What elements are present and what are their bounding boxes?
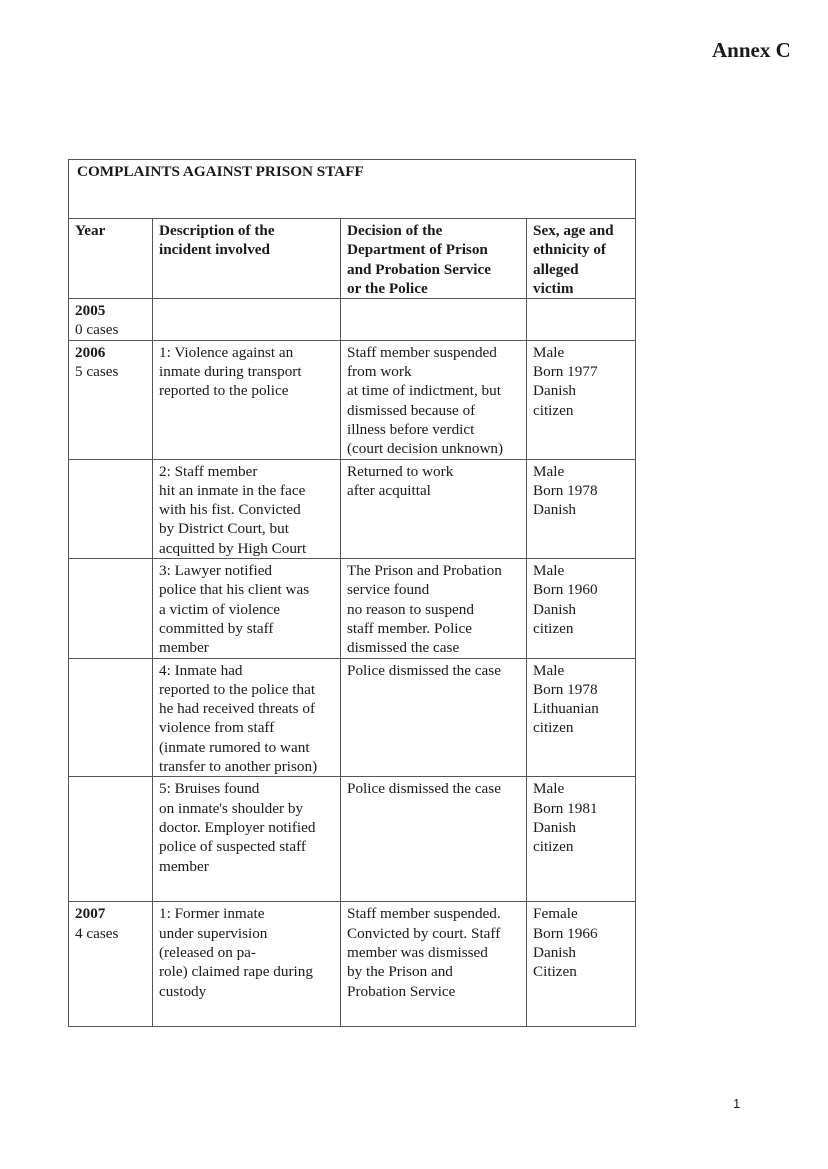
victim-cell: Male Born 1978 Danish <box>527 459 636 558</box>
victim-cell: Male Born 1960 Danish citizen <box>527 559 636 658</box>
year-value: 2005 <box>75 302 106 320</box>
description-cell: 3: Lawyer notified police that his client was a victim of violence committed by staff member <box>153 559 341 658</box>
table-title-row <box>69 160 636 219</box>
header-description: Description of the incident involved <box>153 219 341 299</box>
complaints-table <box>68 159 636 1027</box>
header-decision: Decision of the Department of Prison and Probation Service or the Police <box>341 219 527 299</box>
page-number: 1 <box>733 1096 741 1111</box>
description-cell <box>153 299 341 341</box>
case-count: 4 cases <box>75 924 119 942</box>
victim-cell <box>527 299 636 341</box>
table-header-row <box>69 219 636 299</box>
table-row <box>69 658 636 777</box>
victim-cell: Male Born 1977 Danish citizen <box>527 340 636 459</box>
annex-label: Annex C <box>712 38 791 62</box>
description-cell: 4: Inmate had reported to the police that he had received threats of violence from staff (inmate rumored to want transfer to another prison) <box>153 658 341 777</box>
year-cell <box>69 559 153 658</box>
decision-cell: Police dismissed the case <box>341 777 527 902</box>
table-row <box>69 777 636 902</box>
decision-cell: Staff member suspended from work at time of indictment, but dismissed because of illness before verdict (court decision unknown) <box>341 340 527 459</box>
year-cell <box>69 777 153 902</box>
victim-cell: Male Born 1981 Danish citizen <box>527 777 636 902</box>
victim-cell: Male Born 1978 Lithuanian citizen <box>527 658 636 777</box>
description-cell: 2: Staff member hit an inmate in the face with his fist. Convicted by District Court, but acquitted by High Court <box>153 459 341 558</box>
table-row <box>69 459 636 558</box>
description-cell: 5: Bruises found on inmate's shoulder by doctor. Employer notified police of suspected staff member <box>153 777 341 902</box>
year-value: 2007 <box>75 905 106 923</box>
decision-cell: Returned to work after acquittal <box>341 459 527 558</box>
year-value: 2006 <box>75 343 106 361</box>
table-row <box>69 340 636 459</box>
case-count: 0 cases <box>75 321 119 339</box>
year-cell <box>69 340 153 459</box>
year-cell <box>69 658 153 777</box>
decision-cell: The Prison and Probation service found no reason to suspend staff member. Police dismissed the case <box>341 559 527 658</box>
decision-cell <box>341 299 527 341</box>
header-victim: Sex, age and ethnicity of alleged victim <box>527 219 636 299</box>
table-title: COMPLAINTS AGAINST PRISON STAFF <box>69 160 636 219</box>
header-year: Year <box>69 219 153 299</box>
year-cell <box>69 459 153 558</box>
year-cell <box>69 299 153 341</box>
table-row <box>69 299 636 341</box>
case-count: 5 cases <box>75 363 119 381</box>
description-cell: 1: Violence against an inmate during transport reported to the police <box>153 340 341 459</box>
description-cell: 1: Former inmate under supervision (released on pa- role) claimed rape during custody <box>153 902 341 1027</box>
decision-cell: Staff member suspended. Convicted by court. Staff member was dismissed by the Prison and Probation Service <box>341 902 527 1027</box>
year-cell <box>69 902 153 1027</box>
table-row <box>69 902 636 1027</box>
decision-cell: Police dismissed the case <box>341 658 527 777</box>
victim-cell: Female Born 1966 Danish Citizen <box>527 902 636 1027</box>
table-row <box>69 559 636 658</box>
